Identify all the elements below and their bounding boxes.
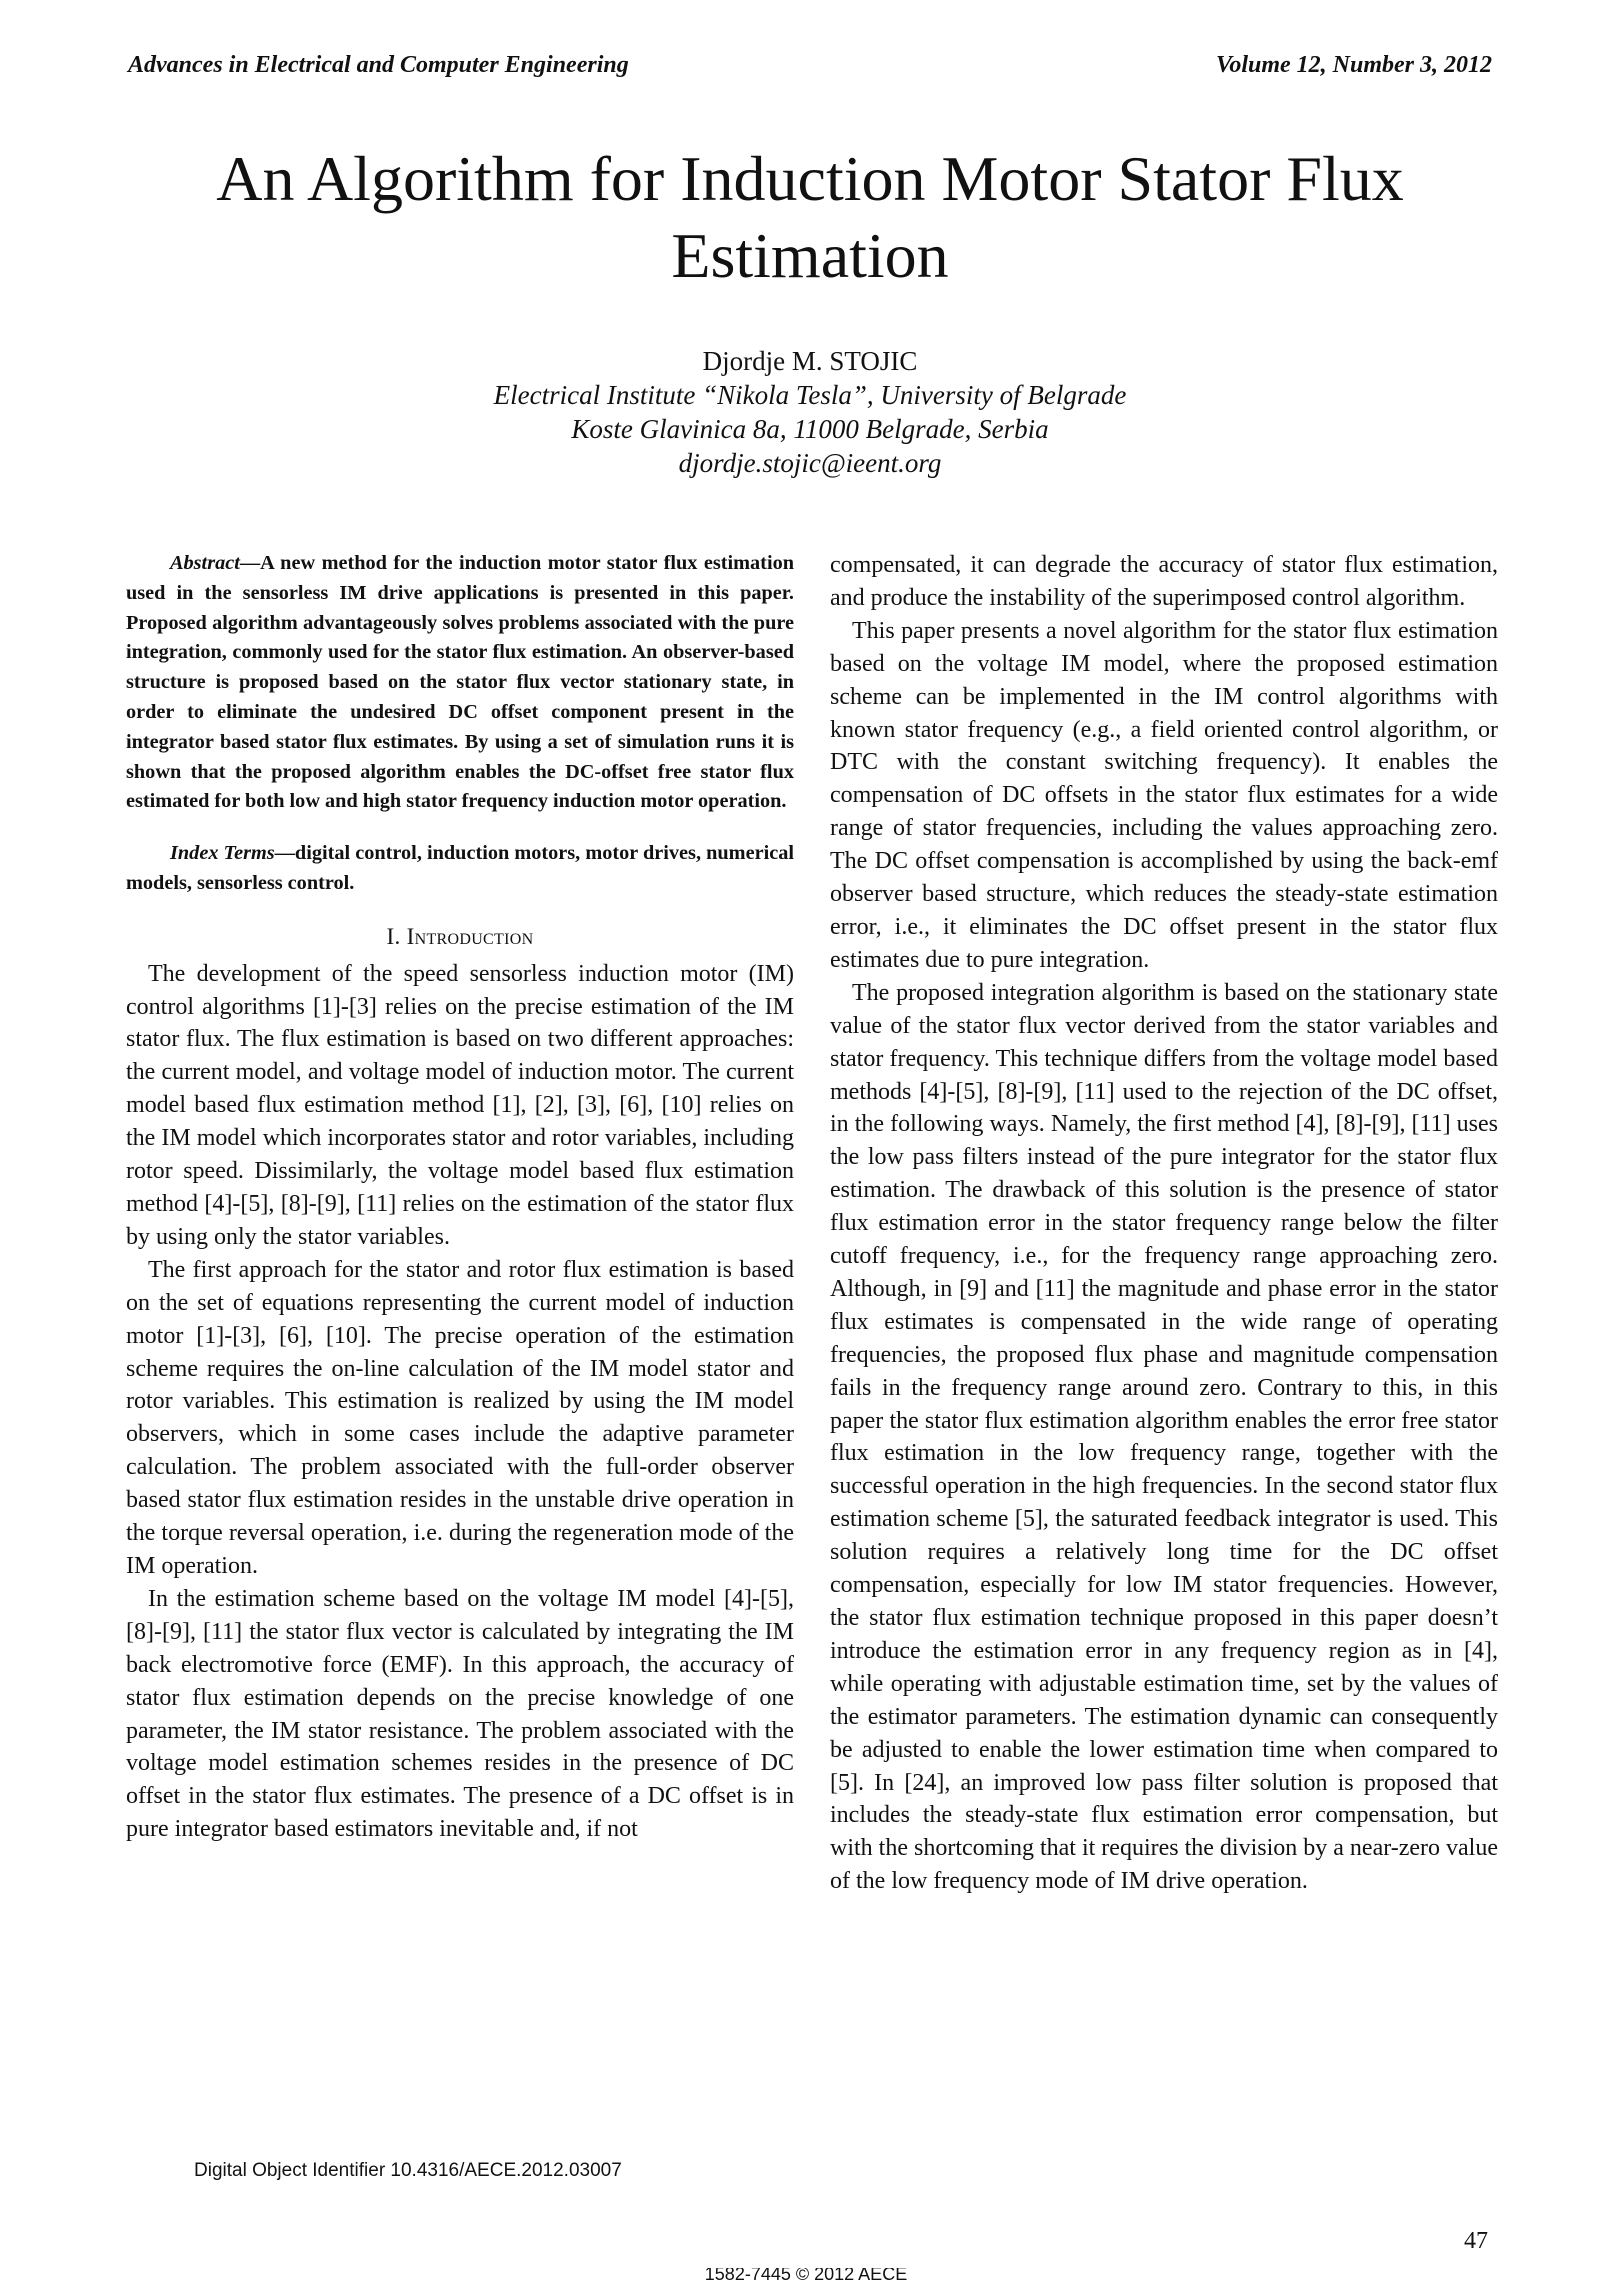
author-block (200, 344, 1420, 480)
abstract-label: Abstract (170, 552, 240, 574)
section-heading-introduction (126, 921, 794, 954)
right-column (830, 549, 1498, 1898)
paper-title: An Algorithm for Induction Motor Stator Flux Estimation (216, 143, 1404, 291)
section-title: Introduction (406, 923, 534, 949)
author-name: Djordje M. STOJIC (702, 346, 918, 376)
paragraph: The development of the speed sensorless induction motor (IM) control algorithms [1]-[3] relies on the precise estimation of the IM stator flux. The flux estimation is based on two different approaches: the current model, and voltage model of induction motor. The current model based flux estimation method [1], [2], [3], [6], [10] relies on the IM model which incorporates stator and rotor variables, including rotor speed. Dissimilarly, the voltage model based flux estimation method [4]-[5], [8]-[9], [11] relies on the estimation of the stator flux by using only the stator variables. (126, 960, 794, 1250)
journal-name: Advances in Electrical and Computer Engineering (128, 52, 629, 78)
issn-copyright: 1582-7445 © 2012 AECE (704, 2268, 908, 2280)
index-terms-text: —digital control, induction motors, motor drives, numerical models, sensorless control. (126, 842, 794, 894)
index-terms (126, 839, 794, 899)
abstract-text: —A new method for the induction motor stator flux estimation used in the sensorless IM drive applications is presented in this paper. Proposed algorithm advantageously solves problems associated with the pure integration, commonly used for the stator flux estimation. An observer-based structure is proposed based on the stator flux vector stationary state, in order to eliminate the undesired DC offset component present in the integrator based stator flux estimates. By using a set of simulation runs it is shown that the proposed algorithm enables the DC-offset free stator flux estimated for both low and high stator frequency induction motor operation. (126, 552, 794, 813)
abstract (126, 549, 794, 817)
author-address: Koste Glavinica 8a, 11000 Belgrade, Serbia (571, 414, 1049, 444)
author-email: djordje.stojic@ieent.org (678, 448, 942, 478)
paragraph: compensated, it can degrade the accuracy of stator flux estimation, and produce the instability of the superimposed control algorithm. (830, 552, 1498, 611)
section-number: I. (386, 923, 401, 949)
left-column (126, 549, 794, 1846)
paragraph: This paper presents a novel algorithm for the stator flux estimation based on the voltage IM model, where the proposed estimation scheme can be implemented in the IM control algorithms with known stator frequency (e.g., a field oriented control algorithm, or DTC with the constant switching frequency). It enables the compensation of DC offsets in the stator flux estimates for a wide range of stator frequencies, including the values approaching zero. The DC offset compensation is accomplished by using the back-emf observer based structure, which reduces the steady-state estimation error, i.e., it eliminates the DC offset present in the stator flux estimates due to pure integration. (830, 617, 1498, 973)
doi: Digital Object Identifier 10.4316/AECE.2012.03007 (194, 2160, 622, 2181)
paragraph: The proposed integration algorithm is based on the stationary state value of the stator flux vector derived from the stator variables and stator frequency. This technique differs from the voltage model based methods [4]-[5], [8]-[9], [11] used to the rejection of the DC offset, in the following ways. Namely, the first method [4], [8]-[9], [11] uses the low pass filters instead of the pure integrator for the stator flux estimation. The drawback of this solution is the presence of stator flux estimation error in the stator frequency range below the filter cutoff frequency, i.e., for the frequency range approaching zero. Although, in [9] and [11] the magnitude and phase error in the stator flux estimates is compensated in the wide range of operating frequencies, the proposed flux phase and magnitude compensation fails in the frequency range around zero. Contrary to this, in this paper the stator flux estimation algorithm enables the error free stator flux estimation in the low frequency range, together with the successful operation in the high frequencies. In the second stator flux estimation scheme [5], the saturated feedback integrator is used. This solution requires a relatively long time for the DC offset compensation, especially for low IM stator frequencies. However, the stator flux estimation technique proposed in this paper doesn’t introduce the estimation error in any frequency region as in [4], while operating with adjustable estimation time, set by the values of the estimator parameters. The estimation dynamic can consequently be adjusted to enable the lower estimation time when compared to [5]. In [24], an improved low pass filter solution is proposed that includes the steady-state flux estimation error compensation, but with the shortcoming that it requires the division by a near-zero value of the low frequency mode of IM drive operation. (830, 979, 1498, 1895)
paragraph: The first approach for the stator and rotor flux estimation is based on the set of equations representing the current model of induction motor [1]-[3], [6], [10]. The precise operation of the estimation scheme requires the on-line calculation of the IM model stator and rotor variables. This estimation is realized by using the IM model observers, which in some cases include the adaptive parameter calculation. The problem associated with the full-order observer based stator flux estimation resides in the unstable drive operation in the torque reversal operation, i.e. during the regeneration mode of the IM operation. (126, 1256, 794, 1579)
author-affiliation: Electrical Institute “Nikola Tesla”, University of Belgrade (493, 380, 1127, 410)
index-terms-label: Index Terms (170, 842, 275, 865)
volume-info: Volume 12, Number 3, 2012 (1215, 52, 1492, 78)
paragraph: In the estimation scheme based on the voltage IM model [4]-[5], [8]-[9], [11] the stator flux vector is calculated by integrating the IM back electromotive force (EMF). In this approach, the accuracy of stator flux estimation depends on the precise knowledge of one parameter, the IM stator resistance. The problem associated with the voltage model estimation schemes resides in the presence of DC offset in the stator flux estimates. The presence of a DC offset is in pure integrator based estimators inevitable and, if not (126, 1585, 794, 1843)
page-number: 47 (1464, 2228, 1488, 2254)
